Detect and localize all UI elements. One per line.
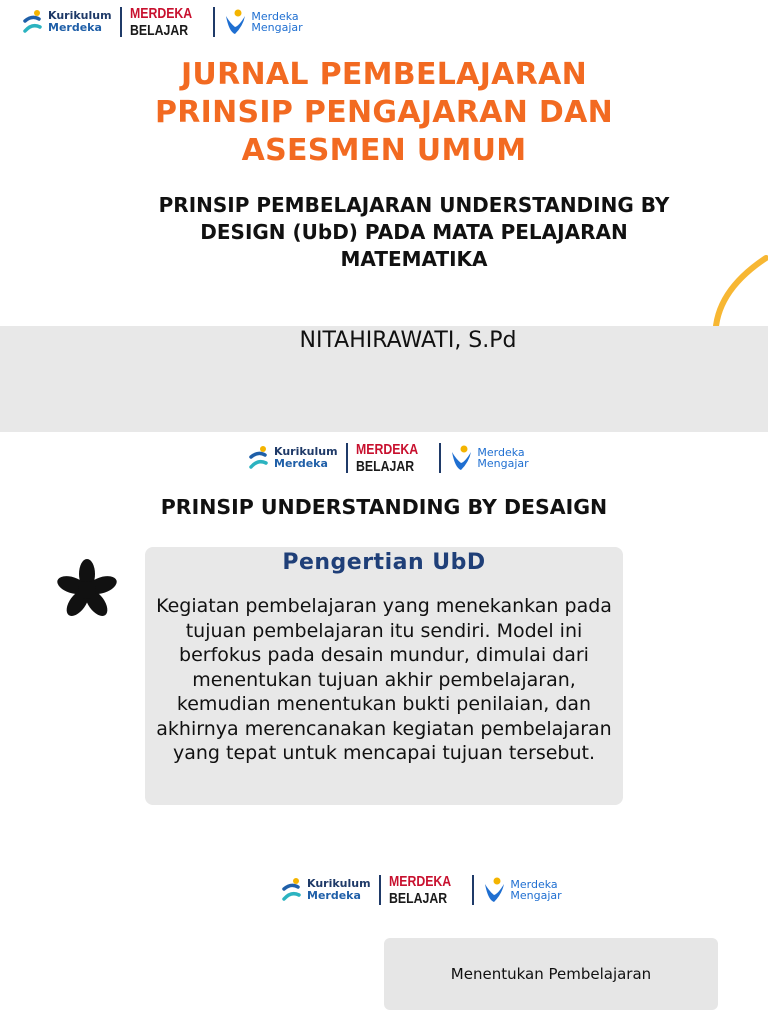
step-card-menentukan-pembelajaran[interactable] (384, 938, 718, 1010)
logo-row-bottom (281, 874, 562, 906)
kurikulum-text: Kurikulum (48, 9, 112, 22)
section-title: PRINSIP UNDERSTANDING BY DESAIGN (160, 495, 608, 519)
merdeka-belajar-line2: BELAJAR (388, 890, 447, 907)
logo-divider (379, 875, 381, 905)
merdeka-belajar-line1: MERDEKA (355, 441, 418, 458)
kurikulum-merdeka-icon (281, 877, 303, 903)
merdeka-text: Merdeka (48, 21, 102, 34)
merdeka-belajar-logo (130, 6, 206, 38)
merdeka-belajar-line2: BELAJAR (355, 458, 414, 475)
merdeka-mengajar-icon (449, 444, 473, 472)
logo-divider (120, 7, 122, 37)
merdeka-mengajar-logo (223, 8, 302, 36)
merdeka-belajar-logo (389, 874, 465, 906)
merdeka-mengajar-icon (482, 876, 506, 904)
merdeka-belajar-logo (356, 442, 432, 474)
merdeka-belajar-line2: BELAJAR (129, 22, 188, 39)
logo-divider (346, 443, 348, 473)
title-line-1: JURNAL PEMBELAJARAN (180, 57, 588, 92)
cover-title (100, 56, 668, 170)
cover-subtitle (110, 192, 718, 273)
merdeka-mengajar-logo (449, 444, 528, 472)
card-title: Pengertian UbD (282, 550, 486, 575)
merdeka-mengajar-line2: Mengajar (251, 21, 303, 34)
merdeka-text: Merdeka (307, 889, 361, 902)
step-card-label: Menentukan Pembelajaran (450, 965, 652, 983)
kurikulum-merdeka-icon (22, 9, 44, 35)
kurikulum-merdeka-icon (248, 445, 270, 471)
kurikulum-text: Kurikulum (307, 877, 371, 890)
merdeka-mengajar-line2: Mengajar (510, 889, 562, 902)
logo-row-middle (248, 442, 529, 474)
merdeka-text: Merdeka (274, 457, 328, 470)
logo-divider (472, 875, 474, 905)
subtitle-line-2: DESIGN (UbD) PADA MATA PELAJARAN (200, 220, 628, 244)
kurikulum-merdeka-logo (281, 877, 371, 903)
merdeka-mengajar-line1: Merdeka (251, 10, 299, 23)
author-name: NITAHIRAWATI, S.Pd (299, 328, 517, 353)
subtitle-line-3: MATEMATIKA (340, 247, 488, 271)
title-line-2: PRINSIP PENGAJARAN DAN (154, 95, 614, 130)
merdeka-mengajar-icon (223, 8, 247, 36)
merdeka-mengajar-line1: Merdeka (510, 878, 558, 891)
logo-divider (213, 7, 215, 37)
kurikulum-merdeka-logo (248, 445, 338, 471)
merdeka-mengajar-line1: Merdeka (477, 446, 525, 459)
merdeka-belajar-line1: MERDEKA (129, 5, 192, 22)
merdeka-belajar-line1: MERDEKA (388, 873, 451, 890)
merdeka-mengajar-line2: Mengajar (477, 457, 529, 470)
subtitle-line-1: PRINSIP PEMBELAJARAN UNDERSTANDING BY (158, 193, 670, 217)
logo-divider (439, 443, 441, 473)
logo-row-top (22, 6, 303, 38)
card-body: Kegiatan pembelajaran yang menekankan pada tujuan pembelajaran itu sendiri. Model ini berfokus pada desain mundur, dimulai dari menentukan tujuan akhir pembelajaran, kemudian menentukan bukti penilaian, dan akhirnya merencanakan kegiatan pembelajaran yang tepat untuk mencapai tujuan tersebut. (156, 595, 612, 764)
kurikulum-merdeka-logo (22, 9, 112, 35)
kurikulum-text: Kurikulum (274, 445, 338, 458)
merdeka-mengajar-logo (482, 876, 561, 904)
title-line-3: ASESMEN UMUM (241, 133, 527, 168)
